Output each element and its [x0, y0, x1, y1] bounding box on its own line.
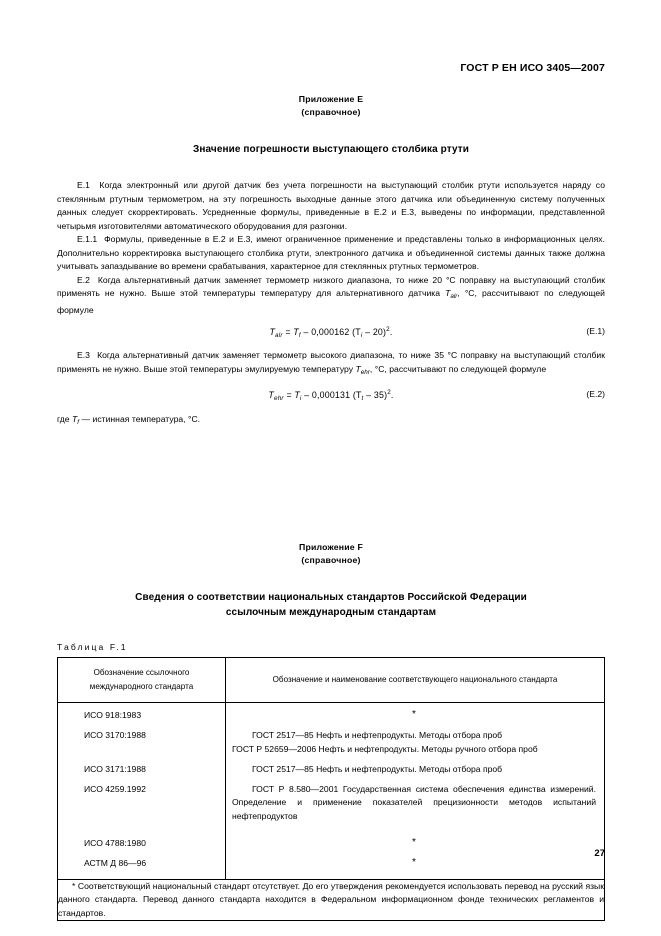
table-row-ref-0: ИСО 918:1983 — [84, 710, 142, 721]
paragraph-e11 — [57, 233, 605, 274]
paragraph-e3-label: Е.3 — [77, 350, 90, 361]
formula-e1-rhs-sub: f — [298, 332, 301, 340]
formula-e2-rest: – 0,000131 (T — [301, 389, 362, 400]
table-footnote-row — [58, 879, 605, 921]
annex-f-heading-line1: Сведения о соответствии национальных стандартов Российской Федерации — [135, 592, 527, 604]
footnote-marker: * — [412, 856, 416, 868]
table-footnote: * Соответствующий национальный стандарт отсутствует. До его утверждения рекомендуется использовать перевод на русский язык данного стандарта. Перевод данного стандарта находится в Федеральном информационном фонде технических регламентов и стандартов. — [58, 879, 605, 921]
formula-e1 — [269, 326, 392, 339]
paragraph-e2-symbol: T — [445, 288, 451, 299]
paragraph-e1-label: Е.1 — [77, 180, 90, 190]
formula-e2-lhs: T — [268, 389, 274, 400]
table-header-reference-line1: Обозначение ссылочного — [93, 668, 190, 678]
annex-e-heading: Значение погрешности выступающего столбика ртути — [193, 144, 469, 155]
table-row-national-1b: ГОСТ Р 52659—2006 Нефть и нефтепродукты. Методы ручного отбора проб — [232, 743, 538, 754]
formula-e2 — [268, 389, 393, 402]
table-reference-column — [58, 703, 226, 880]
table-row-ref-5: АСТМ Д 86—96 — [84, 858, 147, 869]
table-body-row — [58, 703, 605, 880]
formula-e1-lhs: T — [269, 327, 276, 338]
table-row-ref-4: ИСО 4788:1980 — [84, 838, 146, 849]
annex-f-header — [57, 542, 605, 565]
paragraph-e2 — [57, 274, 605, 318]
formula-e1-number: (Е.1) — [586, 326, 605, 337]
formula-e2-period: . — [390, 389, 394, 400]
running-head: ГОСТ Р ЕН ИСО 3405—2007 — [460, 62, 605, 74]
formula-e2-rhs-sub: i — [299, 394, 302, 402]
table-row-national-4 — [232, 837, 596, 857]
paragraph-e3-text-after: , °С, рассчитывают по следующей формуле — [369, 364, 547, 375]
table-header-row — [58, 658, 605, 703]
annex-f-kind: (справочное) — [301, 555, 361, 566]
footnote-marker: * — [412, 836, 416, 848]
paragraph-e1 — [57, 179, 605, 233]
correspondence-table — [57, 657, 605, 921]
table-row-national-1a: ГОСТ 2517—85 Нефть и нефтепродукты. Методы отбора проб — [252, 730, 503, 741]
footnote-marker: * — [412, 709, 416, 721]
paragraph-e2-label: Е.2 — [77, 274, 90, 285]
table-header-cell-national — [226, 658, 605, 703]
paragraph-e11-text: Формулы, приведенные в Е.2 и Е.3, имеют ограниченное применение и представлены только в информационных целях. Дополнительно корректировка выступающего столбика ртути, электронного датчика и объединенной системы данных также должна учитывать запаздывание во времени срабатывания, характерное для стеклянных ртутных термометров. — [57, 234, 605, 272]
table-caption: Таблица F.1 — [57, 642, 128, 653]
table-row-ref-2: ИСО 3171:1988 — [84, 764, 146, 775]
paragraph-e3-text-before: Когда альтернативный датчик заменяет термометр высокого диапазона, то ниже 35 °С поправку на выступающий столбик применять не нужно. Выше этой температуры эмулируемую температуру — [57, 350, 605, 375]
annex-f-heading-line2: ссылочным международным стандартам — [225, 607, 437, 619]
table-row-ref-1: ИСО 3170:1988 — [84, 730, 146, 741]
where-definition: — истинная температура, °С. — [79, 413, 201, 424]
where-prefix: где — [57, 413, 73, 424]
formula-e2-row — [57, 389, 605, 402]
table-header-reference-line2: международного стандарта — [89, 682, 194, 692]
formula-e2-tail: – 35) — [363, 389, 388, 400]
paragraph-e3 — [57, 349, 605, 379]
formula-e2-body: = T — [283, 389, 300, 400]
formula-e1-rest: – 0,000162 (T — [300, 327, 361, 338]
paragraph-e1-text: Когда электронный или другой датчик без учета погрешности на выступающий столбик ртути используется наряду со стеклянным ртутным термометром, на эту погрешность выходные данные этого датчика или объединенную систему полученных данных следует скорректировать. Усредненные формулы, приведенные в Е.2 и Е.3, выведены по информации, представленной четырьмя изготовителями автоматического оборудования для разгонки. — [57, 180, 605, 231]
formula-e1-body: = T — [282, 327, 299, 338]
formula-e1-lhs-sub: alr — [275, 332, 283, 340]
table-national-column — [226, 703, 605, 880]
table-row-national-3: ГОСТ Р 8.580—2001 Государственная система обеспечения единства измерений. Определение и применение показателей прецизионности методов испытаний нефтепродуктов — [232, 783, 596, 821]
table-row-national-2: ГОСТ 2517—85 Нефть и нефтепродукты. Методы отбора проб — [252, 763, 503, 774]
annex-f-title: Приложение F — [299, 542, 363, 553]
where-symbol: T — [72, 413, 78, 424]
page-number: 27 — [594, 848, 605, 859]
formula-e1-period: . — [389, 327, 393, 338]
paragraph-e3-symbol: T — [355, 364, 361, 375]
formula-e2-lhs-sub: ehr — [274, 394, 284, 402]
where-clause — [57, 413, 605, 430]
paragraph-e11-label: Е.1.1 — [77, 234, 98, 245]
table-row-national-0 — [232, 709, 596, 729]
formula-e1-tail: – 20) — [362, 327, 387, 338]
where-symbol-sub: f — [77, 418, 80, 426]
table-header-cell-reference — [58, 658, 226, 703]
formula-e2-power: 2 — [387, 388, 391, 396]
paragraph-e3-symbol-sub: ehr — [360, 369, 370, 377]
formula-e2-rest-sub: t — [361, 394, 364, 402]
paragraph-e2-symbol-sub: alr — [450, 293, 458, 301]
annex-e-title: Приложение Е — [298, 94, 364, 104]
formula-e1-power: 2 — [386, 326, 390, 334]
formula-e1-row — [57, 326, 605, 339]
formula-e1-rest-sub: i — [360, 332, 363, 340]
table-row-national-5 — [232, 857, 596, 871]
page-content — [57, 0, 605, 921]
annex-e-header — [57, 94, 605, 117]
formula-e2-number: (Е.2) — [586, 388, 605, 399]
table-row-ref-3: ИСО 4259.1992 — [84, 784, 146, 795]
table-header-national-text: Обозначение и наименование соответствующего национального стандарта — [272, 675, 558, 685]
annex-e-kind: (справочное) — [301, 107, 361, 117]
paragraph-e2-text-before: Когда альтернативный датчик заменяет термометр низкого диапазона, то ниже 20 °С поправку на выступающий столбик применять не нужно. Выше этой температуры температуру для альтернативного датчика — [57, 274, 605, 299]
paragraph-e2-text-after: , °С, рассчитывают по следующей формуле — [57, 288, 605, 315]
